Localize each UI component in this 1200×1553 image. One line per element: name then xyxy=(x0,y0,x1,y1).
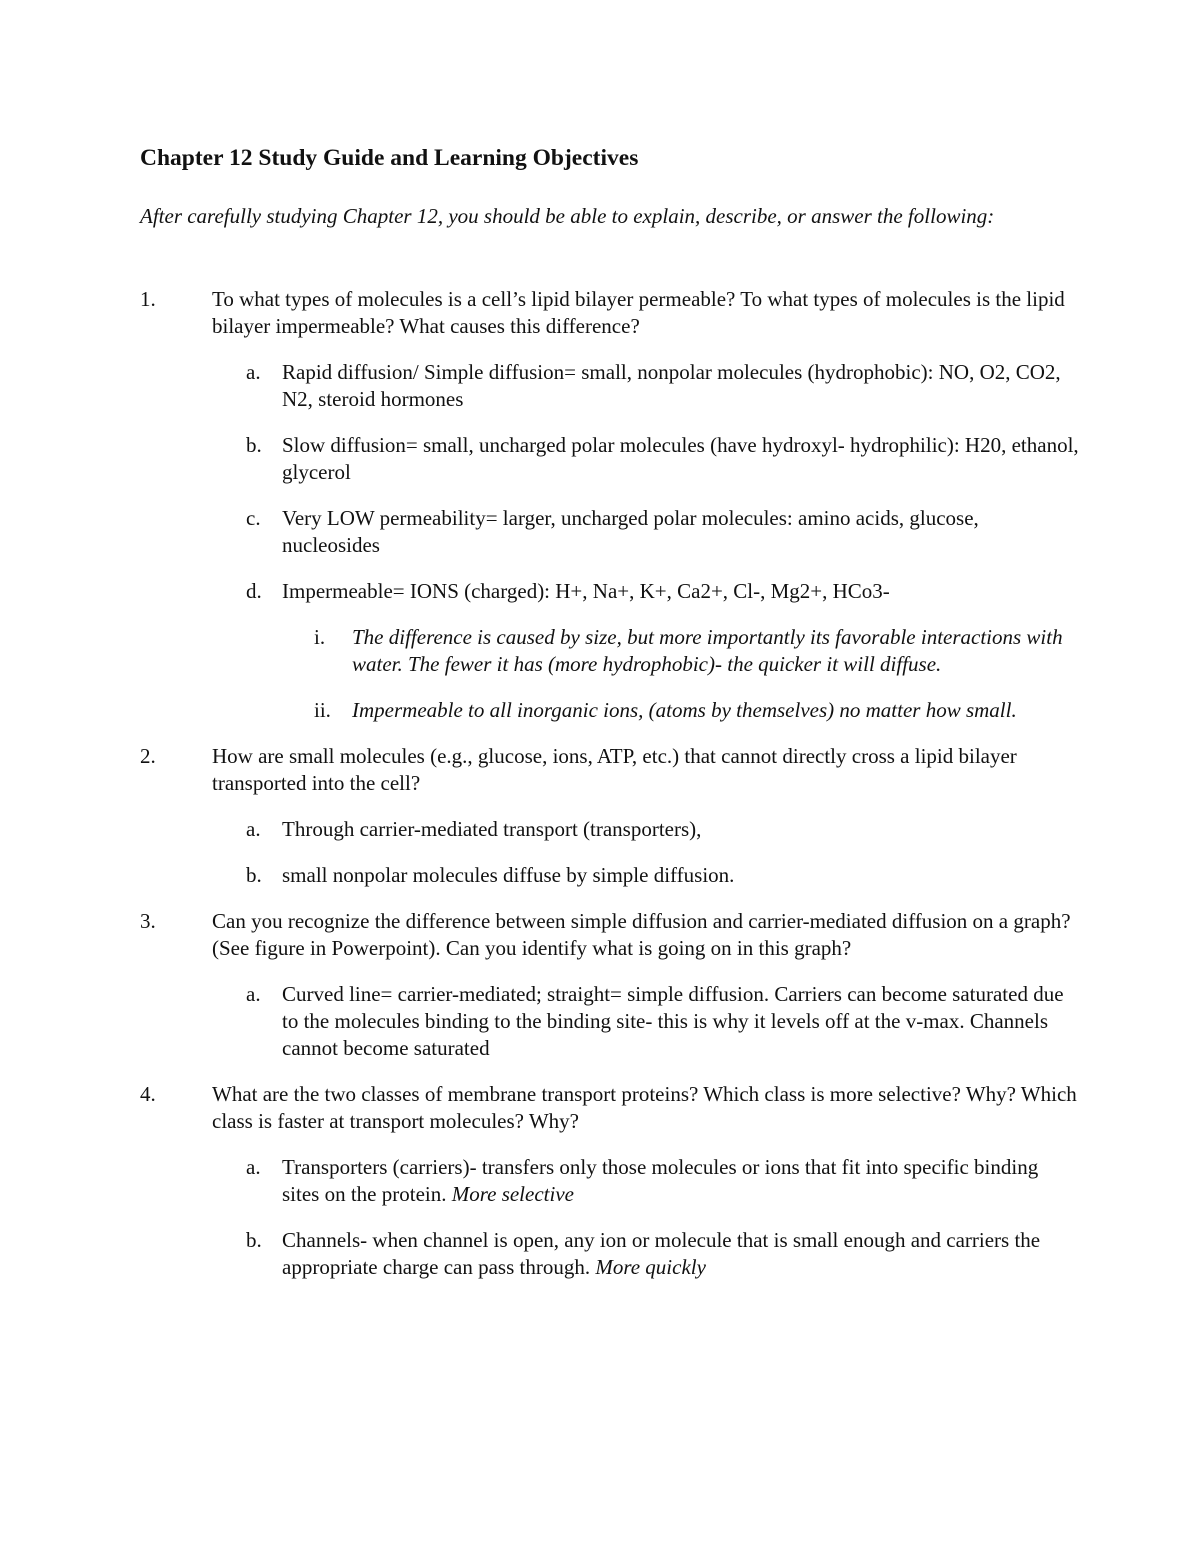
note-number: ii. xyxy=(314,698,331,722)
answer-1b xyxy=(140,432,1080,486)
question-1 xyxy=(140,286,1080,340)
question-list xyxy=(140,286,1080,1300)
question-3 xyxy=(140,908,1080,962)
page-title: Chapter 12 Study Guide and Learning Objectives xyxy=(140,145,639,171)
answer-text: Very LOW permeability= larger, uncharged polar molecules: amino acids, glucose, nucleosides xyxy=(282,506,979,557)
question-text: How are small molecules (e.g., glucose, ions, ATP, etc.) that cannot directly cross a lipid bilayer transported into the cell? xyxy=(212,744,1017,795)
answer-4a xyxy=(140,1154,1080,1208)
question-number: 1. xyxy=(140,287,156,311)
answer-3a xyxy=(140,981,1080,1062)
answer-letter: d. xyxy=(246,579,262,603)
answer-text: Through carrier-mediated transport (transporters), xyxy=(282,817,702,841)
answer-text: Impermeable= IONS (charged): H+, Na+, K+, Ca2+, Cl-, Mg2+, HCo3- xyxy=(282,579,890,603)
answer-text: small nonpolar molecules diffuse by simple diffusion. xyxy=(282,863,735,887)
answer-emphasis: More selective xyxy=(451,1182,574,1206)
note-text: Impermeable to all inorganic ions, (atoms by themselves) no matter how small. xyxy=(352,698,1017,722)
note-1d-ii xyxy=(140,697,1080,724)
question-4 xyxy=(140,1081,1080,1135)
answer-letter: a. xyxy=(246,1155,261,1179)
answer-2a xyxy=(140,816,1080,843)
answer-1d xyxy=(140,578,1080,605)
answer-text: Transporters (carriers)- transfers only those molecules or ions that fit into specific binding sites on the protein. xyxy=(282,1155,1039,1206)
answer-text: Slow diffusion= small, uncharged polar molecules (have hydroxyl- hydrophilic): H20, ethanol, glycerol xyxy=(282,433,1079,484)
answer-letter: a. xyxy=(246,360,261,384)
answer-emphasis: More quickly xyxy=(595,1255,706,1279)
answer-letter: b. xyxy=(246,863,262,887)
question-text: What are the two classes of membrane transport proteins? Which class is more selective? Why? Which class is faster at transport molecules? Why? xyxy=(212,1082,1077,1133)
answer-letter: b. xyxy=(246,433,262,457)
answer-2b xyxy=(140,862,1080,889)
question-text: Can you recognize the difference between simple diffusion and carrier-mediated diffusion on a graph? (See figure in Powerpoint). Can you identify what is going on in this graph? xyxy=(212,909,1071,960)
answer-letter: a. xyxy=(246,982,261,1006)
question-text: To what types of molecules is a cell’s lipid bilayer permeable? To what types of molecules is the lipid bilayer impermeable? What causes this difference? xyxy=(212,287,1065,338)
answer-text: Channels- when channel is open, any ion or molecule that is small enough and carriers the appropriate charge can pass through. xyxy=(282,1228,1041,1279)
answer-letter: b. xyxy=(246,1228,262,1252)
intro-text: After carefully studying Chapter 12, you should be able to explain, describe, or answer the following: xyxy=(140,204,995,228)
answer-text: Rapid diffusion/ Simple diffusion= small, nonpolar molecules (hydrophobic): NO, O2, CO2, N2, steroid hormones xyxy=(282,360,1061,411)
answer-text: Curved line= carrier-mediated; straight= simple diffusion. Carriers can become saturated due to the molecules binding to the binding site- this is why it levels off at the v-max. Channels cannot become saturated xyxy=(282,982,1064,1060)
note-1d-i xyxy=(140,624,1080,678)
question-number: 2. xyxy=(140,744,156,768)
answer-1a xyxy=(140,359,1080,413)
answer-letter: c. xyxy=(246,506,261,530)
note-number: i. xyxy=(314,625,326,649)
question-2 xyxy=(140,743,1080,797)
answer-letter: a. xyxy=(246,817,261,841)
answer-4b xyxy=(140,1227,1080,1281)
question-number: 4. xyxy=(140,1082,156,1106)
answer-1c xyxy=(140,505,1080,559)
note-text: The difference is caused by size, but more importantly its favorable interactions with water. The fewer it has (more hydrophobic)- the quicker it will diffuse. xyxy=(352,625,1063,676)
question-number: 3. xyxy=(140,909,156,933)
